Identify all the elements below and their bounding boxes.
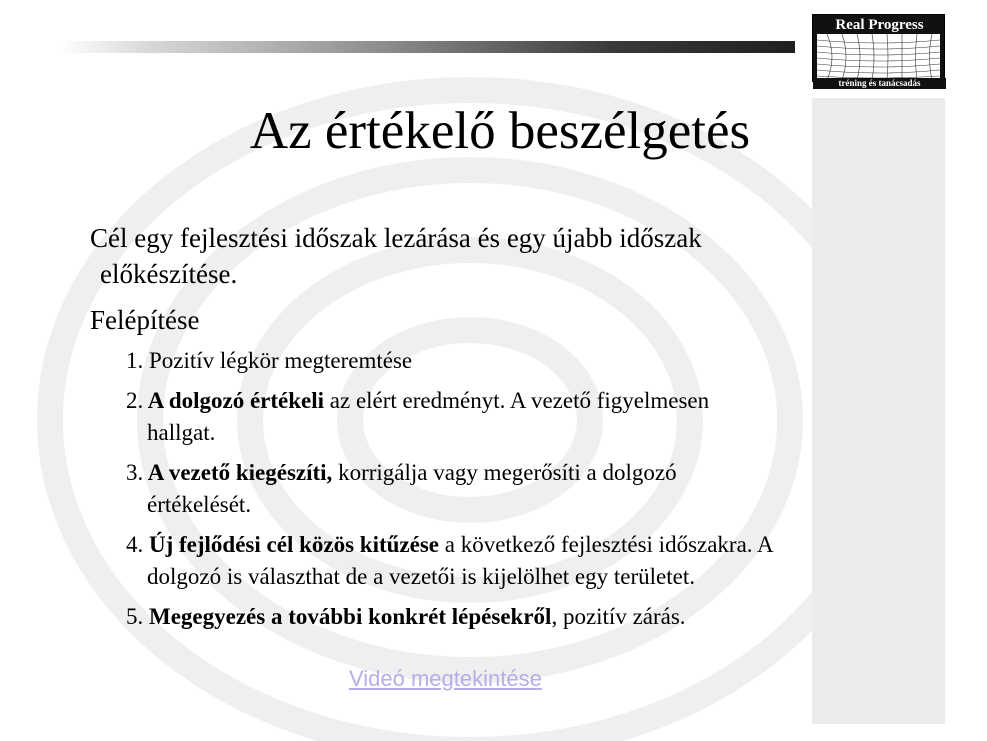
goal-line-2: előkészítése. (100, 259, 238, 289)
logo-title: Real Progress (835, 17, 924, 33)
step-text-continued: értékelését. (147, 492, 252, 517)
step-number: 2. (126, 388, 144, 413)
step-bold: Megegyezés a további konkrét lépésekről (143, 604, 552, 629)
slide-title: Az értékelő beszélgetés (249, 102, 751, 160)
step-bold: A vezető kiegészíti, (143, 460, 333, 485)
goal-line-1: Cél egy fejlesztési időszak lezárása és egy újabb időszak (90, 223, 702, 253)
logo-tagline: tréning és tanácsadás (813, 78, 946, 89)
video-link[interactable]: Videó megtekintése (349, 666, 542, 691)
step-bold: A dolgozó értékeli (143, 388, 325, 413)
structure-heading: Felépítése (90, 305, 200, 335)
step-number: 3. (126, 460, 144, 485)
list-item (126, 345, 926, 377)
top-gradient-bar (60, 41, 795, 53)
slide-body (90, 220, 920, 348)
step-text-continued: dolgozó is választhat de a vezetői is kijelölhet egy területet. (147, 564, 695, 589)
step-text: Pozitív légkör megteremtése (143, 348, 413, 373)
step-bold: Új fejlődési cél közös kitűzése (143, 532, 439, 557)
list-item (126, 385, 926, 449)
step-text-continued: hallgat. (147, 420, 216, 445)
steps-list (126, 345, 926, 641)
step-text: korrigálja vagy megerősíti a dolgozó (332, 460, 677, 485)
logo-grid-graphic (817, 34, 940, 80)
step-number: 4. (126, 532, 144, 557)
step-text: , pozitív zárás. (551, 604, 686, 629)
step-number: 1. (126, 348, 144, 373)
step-text: az elért eredményt. A vezető figyelmesen (324, 388, 710, 413)
list-item (126, 457, 926, 521)
goal-point (90, 220, 920, 292)
step-number: 5. (126, 604, 144, 629)
real-progress-logo (812, 14, 945, 88)
list-item (126, 601, 926, 633)
list-item (126, 529, 926, 593)
step-text: a következő fejlesztési időszakra. A (439, 532, 774, 557)
